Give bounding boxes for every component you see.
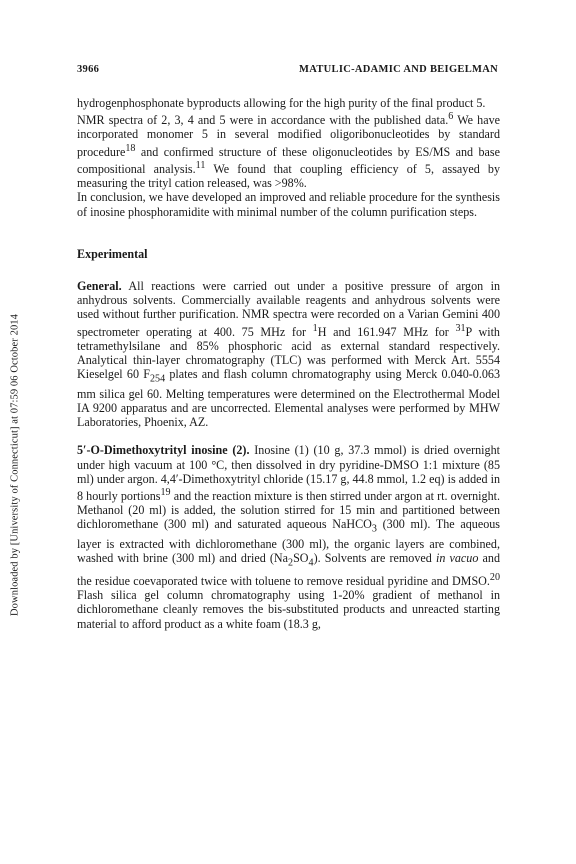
citation-ref: 6 <box>448 111 454 123</box>
run-in-heading-general: General. <box>77 278 122 293</box>
section-heading-experimental: Experimental <box>77 246 148 261</box>
download-watermark-text: Downloaded by [University of Connecticut] at 07:59 06 October 2014 <box>9 314 21 616</box>
paragraph-byproducts: hydrogenphosphonate byproducts allowing for the high purity of the final product 5. <box>77 96 486 110</box>
citation-ref: 20 <box>489 571 500 583</box>
running-authors: MATULIC-ADAMIC AND BEIGELMAN <box>299 64 498 75</box>
page-body <box>77 96 500 631</box>
paragraph-nmr: NMR spectra of 2, 3, 4 and 5 were in accordance with the published data.$^6$ We have incorporated monomer 5 in several modified oligoribonucleotides by standard procedure$^{18}$ and confirmed structure of these oligonucleotides by ES/MS and base compositional analysis.$^{11}$ We found that coupling efficiency of 5, assayed by measuring the trityl cation released, was >98%. <box>77 111 500 191</box>
paragraph-conclusion: In conclusion, we have developed an improved and reliable procedure for the synthesis of inosine phosphoramidite with minimal number of the column purification steps. <box>77 190 500 219</box>
citation-ref: 11 <box>195 159 206 171</box>
citation-ref: 18 <box>125 142 136 154</box>
citation-ref: 19 <box>160 487 171 498</box>
run-in-heading-compound-2: 5′-O-Dimethoxytrityl inosine (2). <box>77 443 250 458</box>
download-watermark <box>8 205 22 725</box>
paragraph-general: General. All reactions were carried out under a positive pressure of argon in anhydrous solvents. Commercially available reagents and anhydrous solvents were used without further purification. NMR spectra were recorded on a Varian Gemini 400 spectrometer operating at 400. 75 MHz for $^1$H and 161.947 MHz for $^{31}$P with tetramethylsilane and 85% phosphoric acid as external standard respectively. Analytical thin-layer chromatography (TLC) was performed with Merck Art. 5554 Kieselgel 60 $F_{254}$ plates and flash column chromatography using Merck 0.040-0.063 mm silica gel 60. Melting temperatures were determined on the Electrothermal Model IA 9200 apparatus and are uncorrected. Elemental analyses were performed by MHW Laboratories, Phoenix, AZ. <box>77 278 500 430</box>
paragraph-dmt-inosine: 5′-O-Dimethoxytrityl inosine (2). Inosine (1) (10 g, 37.3 mmol) is dried overnight under high vacuum at 100 °C, then dissolved in dry pyridine-DMSO 1:1 mixture (85 ml) under argon. 4,4′-Dimethoxytrityl chloride (15.17 g, 44.8 mmol, 1.2 eq) is added in 8 hourly portions$^{19}$ and the reaction mixture is then stirred under argon at rt. overnight. Methanol (20 ml) is added, the solution stirred for 15 min and partitioned between dichloromethane (300 ml) and saturated aqueous NaHCO$_3$ (300 ml). The aqueous layer is extracted with dichloromethane (300 ml), the organic layers are combined, washed with brine (300 ml) and dried $(Na_2SO_4)$. Solvents are removed in vacuo and the residue coevaporated twice with toluene to remove residual pyridine and DMSO.$^{20}$ Flash silica gel column chromatography using 1-20% gradient of methanol in dichloromethane cleanly removes the bis-substituted products and unreacted starting material to afford product as a white foam (18.3 g, <box>77 443 500 631</box>
page-number: 3966 <box>77 64 100 75</box>
